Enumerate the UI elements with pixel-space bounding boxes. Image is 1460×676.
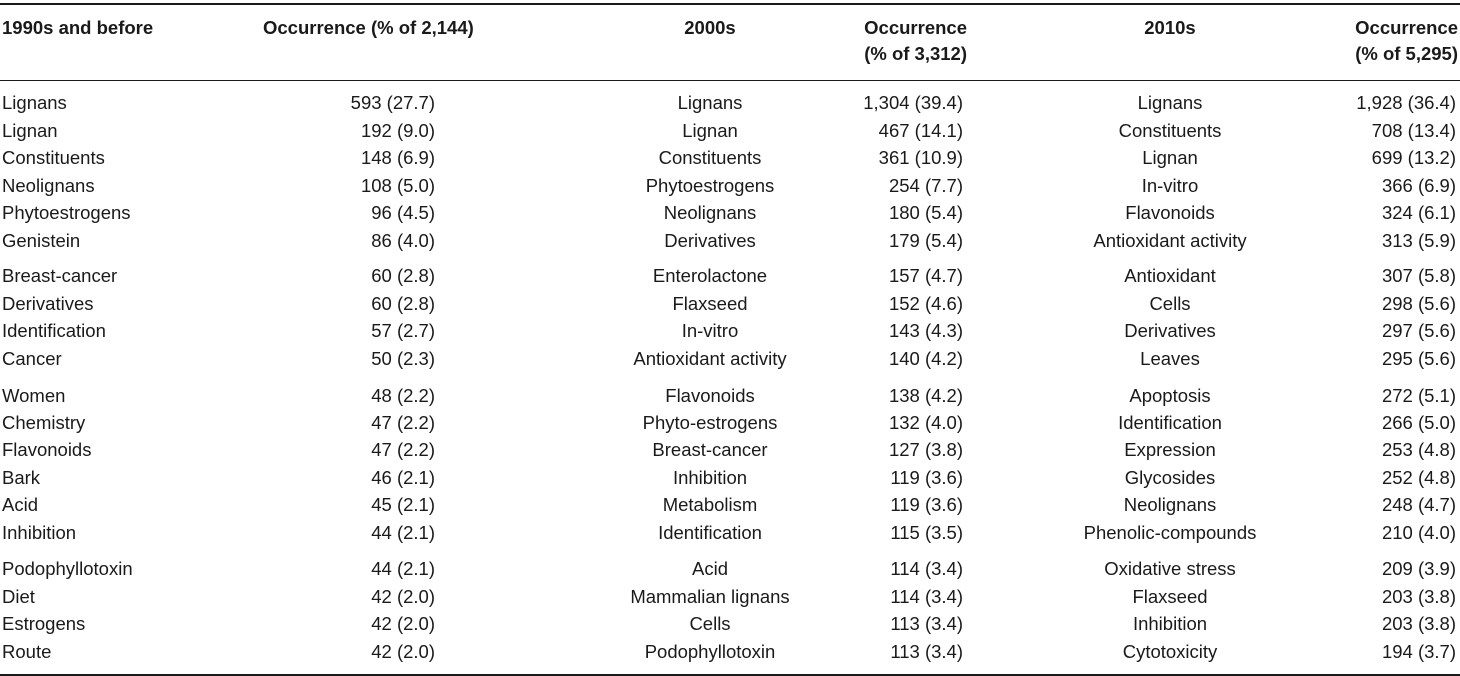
table-cell-term-2000s: Constituents [658,147,762,168]
table-cell-occurrence-2000s: 127 (3.8) [888,439,963,460]
table-cell-occurrence-1990s: 96 (4.5) [371,202,435,223]
table-cell-occurrence-1990s: 48 (2.2) [371,385,435,406]
table-cell-term-2000s: Breast-cancer [652,439,768,460]
table-cell-term-2000s: Flavonoids [665,385,755,406]
table-cell-occurrence-2000s: 113 (3.4) [890,641,963,662]
table-cell-occurrence-2000s: 361 (10.9) [878,147,963,168]
table-cell-occurrence-2010s: 307 (5.8) [1381,265,1456,286]
table-cell-term-1990s: Podophyllotoxin [2,558,133,579]
table-cell-occurrence-2010s: 203 (3.8) [1381,586,1456,607]
table-cell-term-1990s: Breast-cancer [2,265,118,286]
table-cell-occurrence-2000s: 179 (5.4) [888,230,963,251]
table-cell-occurrence-2000s: 1,304 (39.4) [863,92,963,113]
table-cell-term-1990s: Flavonoids [2,439,92,460]
table-cell-term-2000s: Flaxseed [672,293,748,314]
table-cell-term-2010s: Antioxidant activity [1093,230,1247,251]
table-cell-term-2010s: Antioxidant [1124,265,1216,286]
table-cell-occurrence-2010s: 708 (13.4) [1371,120,1456,141]
header-occurrence-2000s-line2: (% of 3,312) [864,43,967,64]
header-occurrence-2010s-line2: (% of 5,295) [1355,43,1458,64]
table-cell-term-1990s: Route [2,641,52,662]
table-cell-occurrence-2010s: 324 (6.1) [1381,202,1456,223]
table-cell-term-2010s: Cells [1149,293,1191,314]
table-cell-occurrence-2010s: 248 (4.7) [1381,494,1456,515]
table-cell-term-1990s: Chemistry [2,412,86,433]
table-cell-term-2010s: In-vitro [1141,175,1199,196]
table-cell-term-2000s: In-vitro [681,320,739,341]
table-cell-occurrence-2000s: 140 (4.2) [888,348,963,369]
table-cell-occurrence-1990s: 86 (4.0) [371,230,435,251]
table-cell-term-2010s: Constituents [1118,120,1222,141]
table-cell-term-2010s: Inhibition [1132,613,1208,634]
header-2000s: 2000s [684,17,736,38]
table-cell-term-2010s: Apoptosis [1129,385,1211,406]
table-cell-term-2010s: Flavonoids [1125,202,1215,223]
table-cell-occurrence-1990s: 46 (2.1) [371,467,435,488]
header-1990s: 1990s and before [2,17,154,38]
table-cell-term-2000s: Lignan [682,120,738,141]
table-cell-term-2010s: Derivatives [1124,320,1216,341]
table-cell-occurrence-2000s: 114 (3.4) [890,558,963,579]
header-2010s: 2010s [1144,17,1196,38]
table-cell-term-2000s: Antioxidant activity [633,348,787,369]
table-cell-term-1990s: Women [2,385,66,406]
table-cell-occurrence-2010s: 194 (3.7) [1381,641,1456,662]
table-cell-term-2000s: Podophyllotoxin [644,641,776,662]
header-occurrence-2000s-line1: Occurrence [864,17,967,38]
table-cell-term-2000s: Derivatives [664,230,756,251]
table-cell-occurrence-2010s: 210 (4.0) [1381,522,1456,543]
table-cell-term-2010s: Expression [1124,439,1216,460]
table-cell-occurrence-2000s: 132 (4.0) [888,412,963,433]
table-cell-term-2010s: Identification [1118,412,1222,433]
table-cell-term-2000s: Acid [692,558,728,579]
table-cell-occurrence-2000s: 467 (14.1) [878,120,963,141]
table-cell-occurrence-2010s: 295 (5.6) [1381,348,1456,369]
table-cell-term-1990s: Bark [2,467,41,488]
table-cell-occurrence-2000s: 138 (4.2) [888,385,963,406]
table-cell-term-2000s: Mammalian lignans [630,586,790,607]
table-cell-term-2010s: Flaxseed [1132,586,1208,607]
table-cell-occurrence-2000s: 115 (3.5) [890,522,963,543]
table-cell-occurrence-2010s: 252 (4.8) [1381,467,1456,488]
table-cell-term-1990s: Diet [2,586,35,607]
table-cell-occurrence-2000s: 113 (3.4) [890,613,963,634]
table-cell-occurrence-1990s: 42 (2.0) [371,613,435,634]
table-cell-term-2010s: Oxidative stress [1104,558,1236,579]
table-cell-occurrence-2010s: 298 (5.6) [1381,293,1456,314]
table-cell-occurrence-2010s: 313 (5.9) [1381,230,1456,251]
table-cell-occurrence-2010s: 297 (5.6) [1381,320,1456,341]
table-cell-occurrence-2010s: 1,928 (36.4) [1356,92,1456,113]
table-cell-occurrence-2000s: 152 (4.6) [888,293,963,314]
header-occurrence-2010s-line1: Occurrence [1355,17,1458,38]
table-cell-occurrence-1990s: 108 (5.0) [360,175,435,196]
table-cell-term-2000s: Phytoestrogens [645,175,775,196]
table-cell-term-2000s: Cells [689,613,731,634]
table-cell-term-1990s: Inhibition [2,522,77,543]
table-cell-term-2000s: Metabolism [662,494,758,515]
table-cell-occurrence-2010s: 272 (5.1) [1381,385,1456,406]
table-cell-term-1990s: Constituents [2,147,105,168]
table-cell-occurrence-1990s: 192 (9.0) [360,120,435,141]
table-cell-term-1990s: Lignans [2,92,67,113]
table-cell-term-2010s: Neolignans [1123,494,1217,515]
table-cell-term-2010s: Cytotoxicity [1122,641,1218,662]
table-cell-term-1990s: Phytoestrogens [2,202,131,223]
table-cell-occurrence-2000s: 114 (3.4) [890,586,963,607]
table-cell-occurrence-1990s: 45 (2.1) [371,494,435,515]
table-cell-term-1990s: Cancer [2,348,62,369]
table-cell-occurrence-1990s: 42 (2.0) [371,641,435,662]
table-cell-occurrence-2000s: 254 (7.7) [888,175,963,196]
table-cell-term-1990s: Derivatives [2,293,94,314]
table-cell-occurrence-2010s: 699 (13.2) [1371,147,1456,168]
header-occurrence-1990s: Occurrence (% of 2,144) [263,17,474,38]
table-cell-occurrence-1990s: 148 (6.9) [360,147,435,168]
table-cell-term-2000s: Neolignans [663,202,757,223]
table-cell-term-2010s: Leaves [1140,348,1200,369]
table-cell-term-1990s: Identification [2,320,106,341]
table-cell-occurrence-1990s: 60 (2.8) [371,293,435,314]
table-cell-occurrence-2000s: 157 (4.7) [888,265,963,286]
table-cell-term-2010s: Phenolic-compounds [1083,522,1257,543]
table-cell-term-1990s: Estrogens [2,613,86,634]
table-cell-occurrence-2010s: 253 (4.8) [1381,439,1456,460]
table-cell-term-1990s: Lignan [2,120,58,141]
table-cell-occurrence-1990s: 57 (2.7) [371,320,435,341]
table-cell-term-1990s: Acid [2,494,38,515]
table-cell-occurrence-1990s: 47 (2.2) [371,439,435,460]
table-cell-term-2000s: Identification [658,522,762,543]
table-cell-occurrence-2010s: 209 (3.9) [1381,558,1456,579]
table-cell-occurrence-2000s: 119 (3.6) [890,467,963,488]
table-cell-occurrence-2010s: 366 (6.9) [1381,175,1456,196]
table-cell-term-2000s: Lignans [677,92,743,113]
table-cell-occurrence-2000s: 119 (3.6) [890,494,963,515]
table-cell-occurrence-1990s: 44 (2.1) [371,522,435,543]
table-cell-occurrence-1990s: 60 (2.8) [371,265,435,286]
table-cell-occurrence-2010s: 266 (5.0) [1381,412,1456,433]
table-cell-occurrence-1990s: 50 (2.3) [371,348,435,369]
table-cell-term-2010s: Lignans [1137,92,1203,113]
table-cell-term-1990s: Neolignans [2,175,95,196]
table-cell-term-1990s: Genistein [2,230,81,251]
table-cell-occurrence-2000s: 143 (4.3) [888,320,963,341]
table-cell-occurrence-1990s: 593 (27.7) [350,92,435,113]
table-cell-term-2010s: Lignan [1142,147,1198,168]
table-cell-occurrence-1990s: 44 (2.1) [371,558,435,579]
table-cell-term-2000s: Phyto-estrogens [642,412,778,433]
table-cell-occurrence-1990s: 42 (2.0) [371,586,435,607]
table-cell-occurrence-1990s: 47 (2.2) [371,412,435,433]
table-cell-term-2000s: Inhibition [672,467,748,488]
table-cell-occurrence-2000s: 180 (5.4) [888,202,963,223]
table-cell-term-2010s: Glycosides [1124,467,1216,488]
table-cell-term-2000s: Enterolactone [652,265,768,286]
table-cell-occurrence-2010s: 203 (3.8) [1381,613,1456,634]
